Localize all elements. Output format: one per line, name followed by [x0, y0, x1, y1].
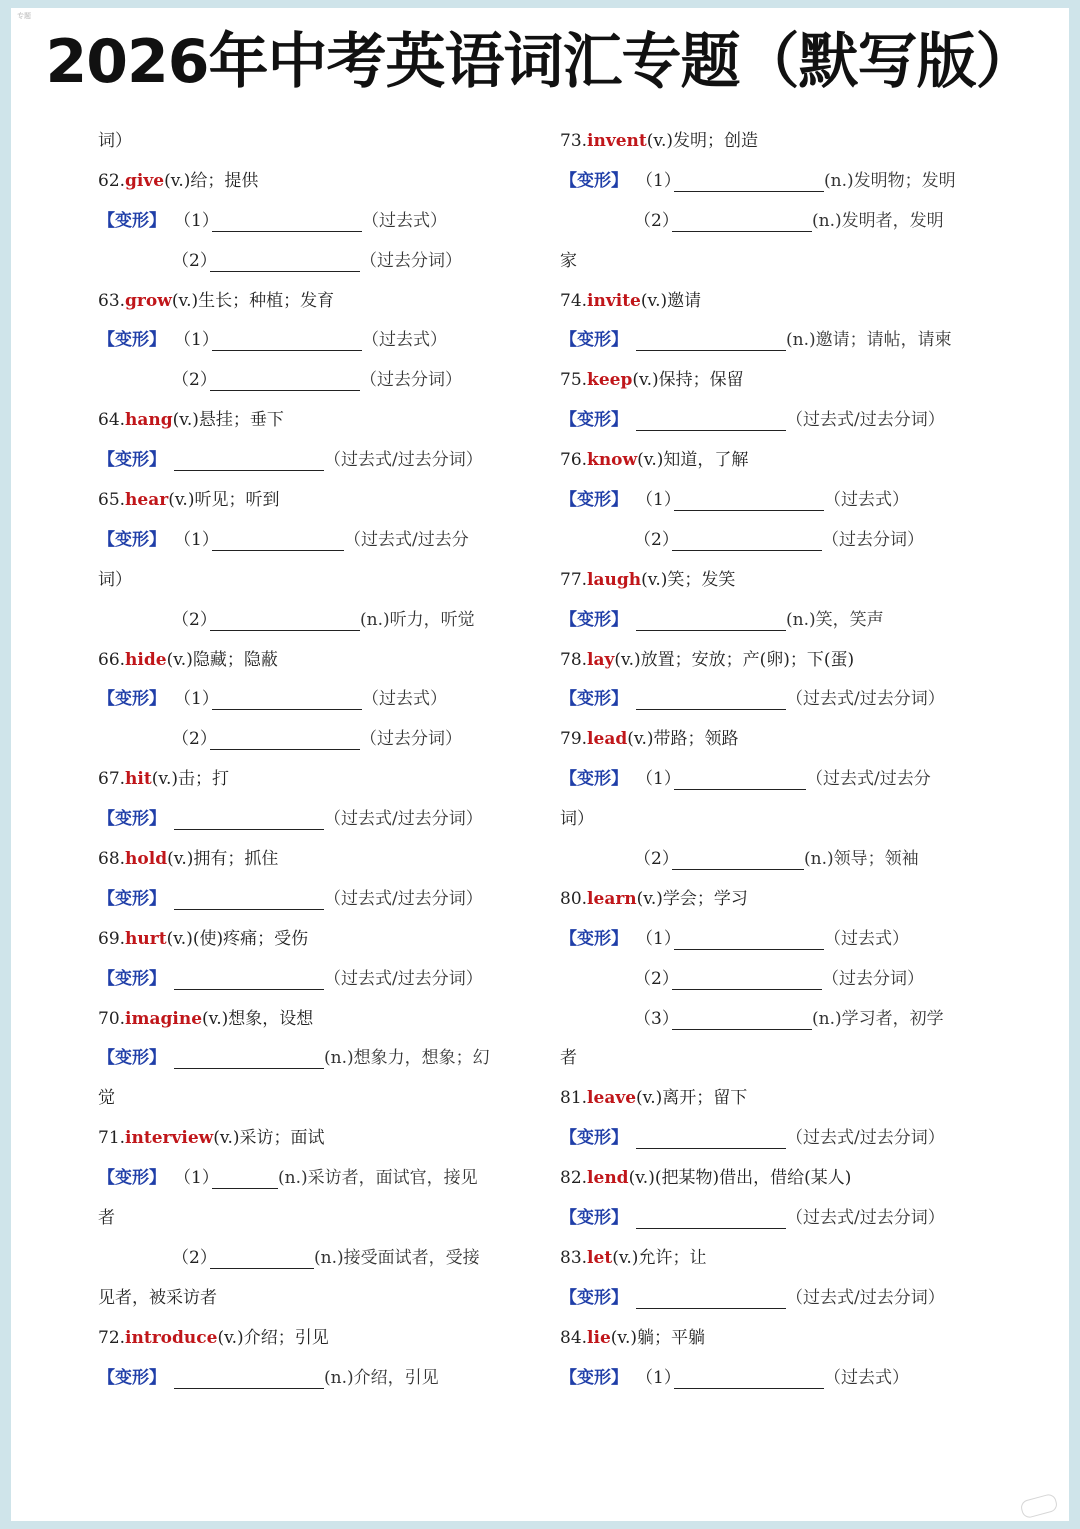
continuation-line [98, 1278, 528, 1318]
form-row [560, 759, 1000, 799]
form-index: （1） [636, 1367, 681, 1388]
continuation-line [560, 241, 1000, 281]
answer-blank[interactable] [174, 807, 324, 830]
form-note: （过去式/过去分词） [786, 689, 945, 710]
form-row [560, 679, 1000, 719]
vocab-entry [98, 640, 528, 680]
vocab-word: introduce [125, 1327, 218, 1348]
continuation-line [560, 1038, 1000, 1078]
form-note: (n.)采访者，面试官，接见 [278, 1168, 478, 1189]
entry-number: 79. [560, 729, 588, 750]
answer-blank[interactable] [636, 608, 786, 631]
entry-number: 73. [560, 131, 588, 151]
vocab-entry [560, 121, 1000, 161]
vocab-entry [98, 480, 528, 520]
continuation-text: 者 [98, 1208, 115, 1229]
form-label: 【变形】 [98, 968, 166, 989]
form-label: 【变形】 [560, 689, 628, 710]
form-label: 【变形】 [98, 689, 166, 710]
form-label: 【变形】 [560, 490, 628, 511]
right-column [560, 121, 1000, 1398]
form-label: 【变形】 [98, 809, 166, 830]
answer-blank[interactable] [636, 408, 786, 431]
form-index: （2） [634, 210, 679, 231]
vocab-entry [98, 281, 528, 321]
form-note: （过去式/过去分词） [786, 1287, 945, 1308]
answer-blank[interactable] [672, 209, 812, 232]
form-note: （过去分词） [360, 729, 462, 750]
word-definition: (v.)放置；安放；产(卵)；下(蛋) [614, 649, 855, 670]
form-note: (n.)笑，笑声 [786, 609, 884, 630]
form-label: 【变形】 [98, 450, 166, 471]
entry-number: 77. [560, 569, 588, 590]
answer-blank[interactable] [174, 1366, 324, 1389]
form-row [98, 1158, 528, 1198]
form-label: 【变形】 [560, 1208, 628, 1229]
entry-number: 62. [98, 170, 126, 191]
form-label: 【变形】 [98, 1048, 166, 1069]
form-index: （1） [174, 1168, 219, 1189]
watermark-stamp [1019, 1493, 1058, 1520]
form-note: （过去式/过去分词） [324, 450, 483, 471]
vocab-entry [560, 440, 1000, 480]
vocab-word: invent [587, 131, 647, 151]
answer-blank[interactable] [212, 209, 362, 232]
form-row [98, 719, 528, 759]
vocab-word: keep [587, 370, 633, 391]
word-definition: (v.)介绍；引见 [217, 1327, 329, 1348]
answer-blank[interactable] [672, 847, 804, 870]
vocab-entry [98, 919, 528, 959]
answer-blank[interactable] [636, 328, 786, 351]
form-index: （2） [172, 370, 217, 391]
word-definition: (v.)想象，设想 [202, 1008, 314, 1029]
vocab-word: give [125, 170, 165, 191]
word-definition: (v.)保持；保留 [632, 370, 744, 391]
word-definition: (v.)发明；创造 [646, 131, 759, 151]
form-row [98, 241, 528, 281]
vocab-word: let [587, 1247, 613, 1268]
word-definition: (v.)允许；让 [612, 1247, 707, 1268]
form-note: （过去式/过去分词） [786, 410, 945, 431]
page-title: 2026年中考英语词汇专题（默写版） [45, 27, 1035, 97]
vocab-entry [560, 640, 1000, 680]
continuation-text: 词） [98, 131, 132, 151]
entry-number: 69. [98, 928, 126, 949]
entry-number: 80. [560, 888, 588, 909]
answer-blank[interactable] [674, 488, 824, 511]
continuation-line [98, 560, 528, 600]
form-row [560, 999, 1000, 1039]
form-row [98, 320, 528, 360]
form-row [560, 400, 1000, 440]
form-note: (n.)想象力，想象；幻 [324, 1048, 490, 1069]
form-row [98, 360, 528, 400]
form-index: （1） [636, 928, 681, 949]
continuation-line [98, 121, 528, 161]
answer-blank[interactable] [674, 169, 824, 192]
answer-blank[interactable] [210, 727, 360, 750]
entry-number: 71. [98, 1128, 126, 1149]
form-index: （2） [634, 849, 679, 870]
entry-number: 82. [560, 1168, 588, 1189]
left-column [98, 121, 528, 1398]
form-row [560, 959, 1000, 999]
form-row [98, 879, 528, 919]
answer-blank[interactable] [210, 608, 360, 631]
word-definition: (v.)带路；领路 [627, 729, 739, 750]
answer-blank[interactable] [674, 1366, 824, 1389]
entry-number: 76. [560, 450, 588, 471]
form-note: （过去式） [362, 330, 447, 351]
word-definition: (v.)给；提供 [164, 170, 259, 191]
continuation-text: 觉 [98, 1088, 115, 1109]
form-row [560, 839, 1000, 879]
word-definition: (v.)知道，了解 [637, 450, 749, 471]
answer-blank[interactable] [174, 448, 324, 471]
form-label: 【变形】 [98, 330, 166, 351]
form-note: （过去分词） [360, 250, 462, 271]
form-row [98, 1038, 528, 1078]
vocab-word: hear [125, 490, 169, 511]
form-label: 【变形】 [560, 170, 628, 191]
answer-blank[interactable] [210, 1246, 314, 1269]
form-index: （1） [174, 210, 219, 231]
form-note: (n.)发明物；发明 [824, 170, 956, 191]
form-row [560, 480, 1000, 520]
word-definition: (v.)隐藏；隐蔽 [166, 649, 278, 670]
word-definition: (v.)击；打 [151, 769, 229, 790]
vocab-word: imagine [125, 1008, 203, 1029]
entry-number: 83. [560, 1247, 588, 1268]
form-row [98, 600, 528, 640]
form-row [98, 959, 528, 999]
answer-blank[interactable] [174, 967, 324, 990]
form-note: （过去式/过去分词） [786, 1208, 945, 1229]
vocab-entry [98, 839, 528, 879]
form-note: （过去式） [362, 210, 447, 231]
form-label: 【变形】 [560, 769, 628, 790]
form-row [560, 320, 1000, 360]
entry-number: 75. [560, 370, 588, 391]
form-label: 【变形】 [560, 1128, 628, 1149]
word-definition: (v.)离开；留下 [636, 1088, 748, 1109]
vocab-word: know [587, 450, 638, 471]
continuation-text: 见者，被采访者 [98, 1287, 217, 1308]
form-label: 【变形】 [98, 210, 166, 231]
vocab-word: lay [587, 649, 615, 670]
form-index: （2） [172, 1247, 217, 1268]
form-index: （1） [636, 170, 681, 191]
vocab-entry [560, 281, 1000, 321]
vocab-entry [560, 360, 1000, 400]
entry-number: 65. [98, 490, 126, 511]
answer-blank[interactable] [212, 328, 362, 351]
form-label: 【变形】 [98, 888, 166, 909]
form-row [98, 1358, 528, 1398]
form-note: （过去式/过去分 [806, 769, 931, 790]
form-index: （1） [636, 769, 681, 790]
vocab-word: hit [125, 769, 152, 790]
answer-blank[interactable] [212, 687, 362, 710]
form-note: (n.)发明者，发明 [812, 210, 944, 231]
form-row [560, 520, 1000, 560]
vocab-word: lend [587, 1168, 629, 1189]
form-row [98, 1238, 528, 1278]
answer-blank[interactable] [636, 1126, 786, 1149]
vocab-entry [560, 560, 1000, 600]
form-row [98, 201, 528, 241]
entry-number: 64. [98, 410, 126, 431]
form-label: 【变形】 [560, 410, 628, 431]
vocab-entry [560, 1078, 1000, 1118]
continuation-text: 词） [560, 809, 594, 830]
form-label: 【变形】 [98, 1367, 166, 1388]
word-definition: (v.)学会；学习 [636, 888, 748, 909]
vocab-word: leave [587, 1088, 637, 1109]
form-index: （2） [172, 729, 217, 750]
vocab-word: grow [125, 290, 172, 311]
corner-text: 专题 [17, 12, 31, 20]
answer-blank[interactable] [636, 1206, 786, 1229]
continuation-line [98, 1198, 528, 1238]
form-index: （2） [634, 968, 679, 989]
vocab-entry [98, 999, 528, 1039]
word-definition: (v.)拥有；抓住 [167, 849, 279, 870]
answer-blank[interactable] [672, 1007, 812, 1030]
vocab-entry [98, 1118, 528, 1158]
entry-number: 66. [98, 649, 126, 670]
form-row [560, 1278, 1000, 1318]
entry-number: 84. [560, 1327, 588, 1348]
form-row [560, 919, 1000, 959]
form-note: (n.)听力，听觉 [360, 609, 475, 630]
entry-number: 78. [560, 649, 588, 670]
form-label: 【变形】 [98, 1168, 166, 1189]
continuation-text: 家 [560, 250, 577, 271]
word-definition: (v.)听见；听到 [168, 490, 280, 511]
word-definition: (v.)邀请 [640, 290, 702, 311]
form-index: （2） [172, 250, 217, 271]
form-note: (n.)学习者，初学 [812, 1008, 944, 1029]
vocab-word: hurt [125, 928, 167, 949]
form-row [98, 440, 528, 480]
form-row [98, 679, 528, 719]
form-index: （1） [174, 330, 219, 351]
answer-blank[interactable] [636, 1286, 786, 1309]
vocab-entry [98, 161, 528, 201]
vocab-word: lie [587, 1327, 611, 1348]
vocab-entry [560, 1158, 1000, 1198]
form-note: （过去式） [824, 928, 909, 949]
form-row [98, 520, 528, 560]
vocab-word: hang [125, 410, 173, 431]
form-note: (n.)领导；领袖 [804, 849, 919, 870]
form-label: 【变形】 [98, 529, 166, 550]
word-definition: (v.)悬挂；垂下 [172, 410, 284, 431]
form-label: 【变形】 [560, 1287, 628, 1308]
continuation-text: 者 [560, 1048, 577, 1069]
answer-blank[interactable] [672, 967, 822, 990]
entry-number: 68. [98, 849, 126, 870]
form-note: （过去式） [824, 1367, 909, 1388]
answer-blank[interactable] [212, 528, 344, 551]
form-row [98, 799, 528, 839]
form-label: 【变形】 [560, 609, 628, 630]
form-note: （过去分词） [360, 370, 462, 391]
form-label: 【变形】 [560, 330, 628, 351]
answer-blank[interactable] [210, 368, 360, 391]
vocab-entry [560, 719, 1000, 759]
form-note: （过去式/过去分 [344, 529, 469, 550]
form-note: （过去式） [362, 689, 447, 710]
entry-number: 70. [98, 1008, 126, 1029]
vocab-word: hold [125, 849, 168, 870]
continuation-line [98, 1078, 528, 1118]
vocab-word: hide [125, 649, 167, 670]
vocab-word: lead [587, 729, 628, 750]
word-definition: (v.)躺；平躺 [610, 1327, 706, 1348]
entry-number: 63. [98, 290, 126, 311]
form-index: （2） [634, 529, 679, 550]
word-definition: (v.)笑；发笑 [641, 569, 736, 590]
word-definition: (v.)(把某物)借出，借给(某人) [628, 1168, 852, 1189]
vocab-word: learn [587, 888, 637, 909]
form-index: （3） [634, 1008, 679, 1029]
answer-blank[interactable] [672, 528, 822, 551]
entry-number: 81. [560, 1088, 588, 1109]
form-index: （1） [174, 529, 219, 550]
answer-blank[interactable] [636, 687, 786, 710]
answer-blank[interactable] [674, 767, 806, 790]
answer-blank[interactable] [210, 249, 360, 272]
word-definition: (v.)(使)疼痛；受伤 [166, 928, 309, 949]
form-note: （过去式/过去分词） [786, 1128, 945, 1149]
answer-blank[interactable] [174, 887, 324, 910]
form-note: （过去式/过去分词） [324, 888, 483, 909]
form-row [560, 201, 1000, 241]
entry-number: 67. [98, 769, 126, 790]
vocab-word: interview [125, 1128, 214, 1149]
form-index: （2） [172, 609, 217, 630]
form-row [560, 161, 1000, 201]
vocab-entry [98, 759, 528, 799]
form-row [560, 1358, 1000, 1398]
word-definition: (v.)采访；面试 [213, 1128, 325, 1149]
form-note: （过去分词） [822, 529, 924, 550]
vocab-word: invite [587, 290, 641, 311]
form-note: （过去式/过去分词） [324, 968, 483, 989]
entry-number: 74. [560, 290, 588, 311]
form-label: 【变形】 [560, 928, 628, 949]
vocab-entry [560, 879, 1000, 919]
worksheet-page [11, 8, 1069, 1521]
vocab-word: laugh [587, 569, 642, 590]
form-note: (n.)介绍，引见 [324, 1367, 439, 1388]
form-note: （过去分词） [822, 968, 924, 989]
form-row [560, 1198, 1000, 1238]
vocab-entry [560, 1238, 1000, 1278]
continuation-text: 词） [98, 569, 132, 590]
form-label: 【变形】 [560, 1367, 628, 1388]
answer-blank[interactable] [674, 927, 824, 950]
continuation-line [560, 799, 1000, 839]
entry-number: 72. [98, 1327, 126, 1348]
form-note: (n.)邀请；请帖，请柬 [786, 330, 952, 351]
answer-blank[interactable] [174, 1046, 324, 1069]
form-index: （1） [636, 490, 681, 511]
vocab-entry [98, 1318, 528, 1358]
word-definition: (v.)生长；种植；发育 [171, 290, 335, 311]
form-index: （1） [174, 689, 219, 710]
form-note: （过去式） [824, 490, 909, 511]
form-note: （过去式/过去分词） [324, 809, 483, 830]
answer-blank[interactable] [212, 1166, 278, 1189]
form-row [560, 600, 1000, 640]
form-row [560, 1118, 1000, 1158]
vocab-entry [98, 400, 528, 440]
form-note: (n.)接受面试者，受接 [314, 1247, 480, 1268]
vocab-entry [560, 1318, 1000, 1358]
